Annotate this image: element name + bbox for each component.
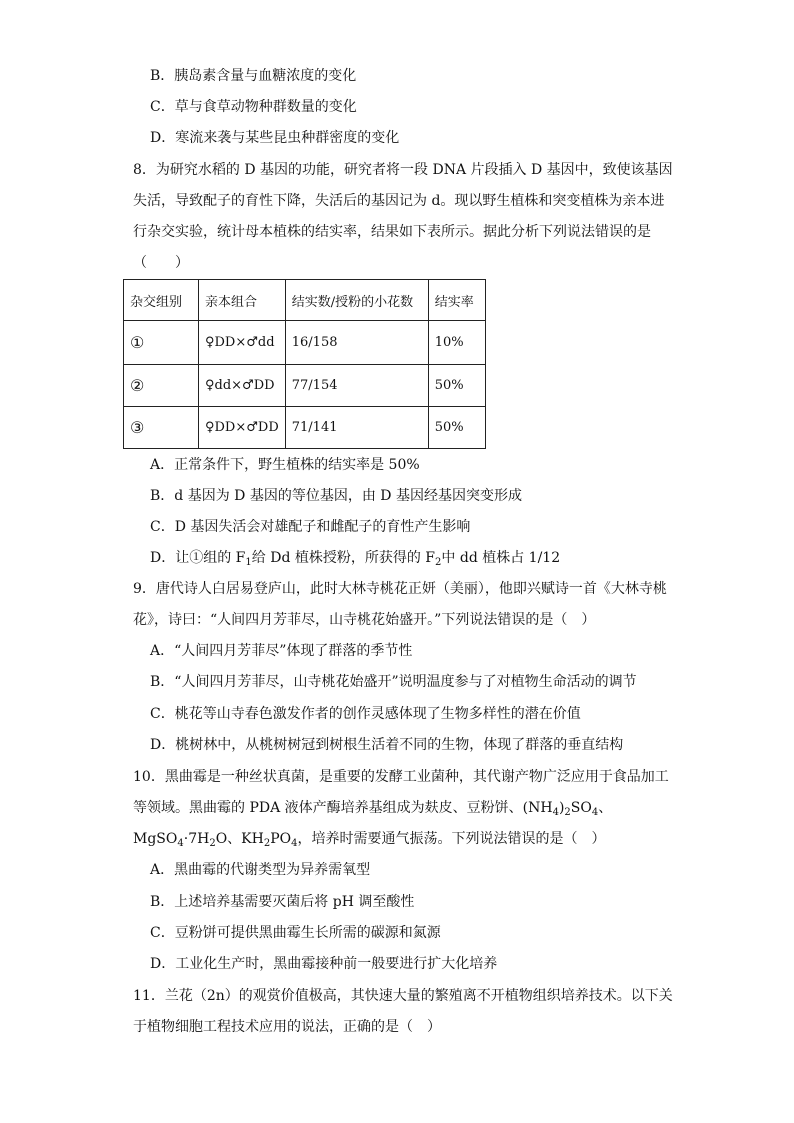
subscript: 2: [435, 557, 442, 568]
table-header-row: [124, 280, 486, 321]
q10-stem-line: [133, 829, 606, 849]
q10-option-a: A．黑曲霉的代谢类型为异养需氧型: [150, 862, 371, 878]
table-cell: ♀DD×♂DD: [199, 407, 286, 449]
subscript: 2: [209, 838, 216, 849]
q10-option-d: D．工业化生产时，黑曲霉接种前一般要进行扩大化培养: [150, 956, 498, 972]
q8-option-c: C．D 基因失活会对雄配子和雌配子的育性产生影响: [150, 519, 471, 535]
table-cell: ②: [124, 365, 199, 407]
subscript: 4: [291, 838, 298, 849]
q7-option-b: B．胰岛素含量与血糖浓度的变化: [150, 68, 357, 84]
text-run: ): [558, 800, 565, 816]
table-cell: 10%: [428, 321, 485, 365]
q10-option-b: B．上述培养基需要灭菌后将 pH 调至酸性: [150, 894, 415, 910]
q11-stem-line: 于植物细胞工程技术应用的说法，正确的是（ ）: [133, 1019, 441, 1035]
q10-stem-line: 10．黑曲霉是一种丝状真菌，是重要的发酵工业菌种，其代谢产物广泛应用于食品加工: [133, 769, 669, 785]
q7-option-d: D．寒流来袭与某些昆虫种群密度的变化: [150, 130, 400, 146]
table-row: [124, 321, 486, 365]
table-header: 杂交组别: [124, 280, 199, 321]
q9-option-b: B．“人间四月芳菲尽，山寺桃花始盛开”说明温度参与了对植物生命活动的调节: [150, 674, 637, 690]
table-cell: ♀DD×♂dd: [199, 321, 286, 365]
q11-stem-line: 11．兰花（2n）的观赏价值极高，其快速大量的繁殖离不开植物组织培养技术。以下关: [133, 988, 673, 1004]
text-run: 、: [598, 800, 613, 816]
q9-stem-line: 花》，诗曰：“人间四月芳菲尽，山寺桃花始盛开。”下列说法错误的是（ ）: [133, 612, 596, 628]
q9-option-a: A．“人间四月芳菲尽”体现了群落的季节性: [150, 643, 413, 659]
q7-option-c: C．草与食草动物种群数量的变化: [150, 99, 357, 115]
table-cell: ♀dd×♂DD: [199, 365, 286, 407]
table-header: 结实数/授粉的小花数: [285, 280, 428, 321]
q10-stem-line: [133, 798, 612, 818]
q8-stem-line: 行杂交实验，统计母本植株的结实率，结果如下表所示。据此分析下列说法错误的是: [133, 224, 651, 240]
table-cell: 16/158: [285, 321, 428, 365]
text-run: D．让①组的 F: [150, 550, 246, 566]
table-cell: 71/141: [285, 407, 428, 449]
text-run: 中 dd 植株占 1/12: [441, 550, 561, 566]
subscript: 4: [177, 838, 184, 849]
q10-option-c: C．豆粉饼可提供黑曲霉生长所需的碳源和氮源: [150, 925, 441, 941]
text-run: ，培养时需要通气振荡。下列说法错误的是（ ）: [297, 831, 606, 847]
text-run: 给 Dd 植株授粉，所获得的 F: [251, 550, 436, 566]
q8-stem-line: （ ）: [133, 255, 189, 271]
table-header: 结实率: [428, 280, 485, 321]
q9-option-d: D．桃树林中，从桃树树冠到树根生活着不同的生物，体现了群落的垂直结构: [150, 737, 624, 753]
subscript: 2: [564, 807, 571, 818]
q8-results-table: [123, 279, 486, 449]
text-run: SO: [570, 800, 592, 816]
text-run: PO: [270, 831, 292, 847]
table-cell: ③: [124, 407, 199, 449]
table-cell: 50%: [428, 407, 485, 449]
q8-option-b: B．d 基因为 D 基因的等位基因，由 D 基因经基因突变形成: [150, 488, 522, 504]
q8-stem-line: 8．为研究水稻的 D 基因的功能，研究者将一段 DNA 片段插入 D 基因中，致使该基因: [133, 162, 673, 178]
subscript: 4: [591, 807, 599, 818]
q9-stem-line: 9．唐代诗人白居易登庐山，此时大林寺桃花正妍（美丽），他即兴赋诗一首《大林寺桃: [133, 581, 667, 597]
q8-stem-line: 失活，导致配子的育性下降，失活后的基因记为 d。现以野生植株和突变植株为亲本进: [133, 193, 665, 209]
subscript: 2: [263, 838, 271, 849]
text-run: ·7H: [183, 831, 210, 847]
table-row: [124, 407, 486, 449]
table-row: [124, 365, 486, 407]
text-run: 等领域。黑曲霉的 PDA 液体产酶培养基组成为麸皮、豆粉饼、(NH: [133, 800, 553, 816]
subscript: 1: [245, 557, 252, 568]
text-run: MgSO: [133, 831, 178, 847]
table-cell: 50%: [428, 365, 485, 407]
table-cell: ①: [124, 321, 199, 365]
subscript: 4: [552, 807, 559, 818]
q9-option-c: C．桃花等山寺春色激发作者的创作灵感体现了生物多样性的潜在价值: [150, 706, 581, 722]
q8-option-d: [150, 548, 560, 568]
table-cell: 77/154: [285, 365, 428, 407]
table-header: 亲本组合: [199, 280, 286, 321]
q8-option-a: A．正常条件下，野生植株的结实率是 50%: [150, 457, 420, 473]
text-run: O、KH: [215, 831, 264, 847]
